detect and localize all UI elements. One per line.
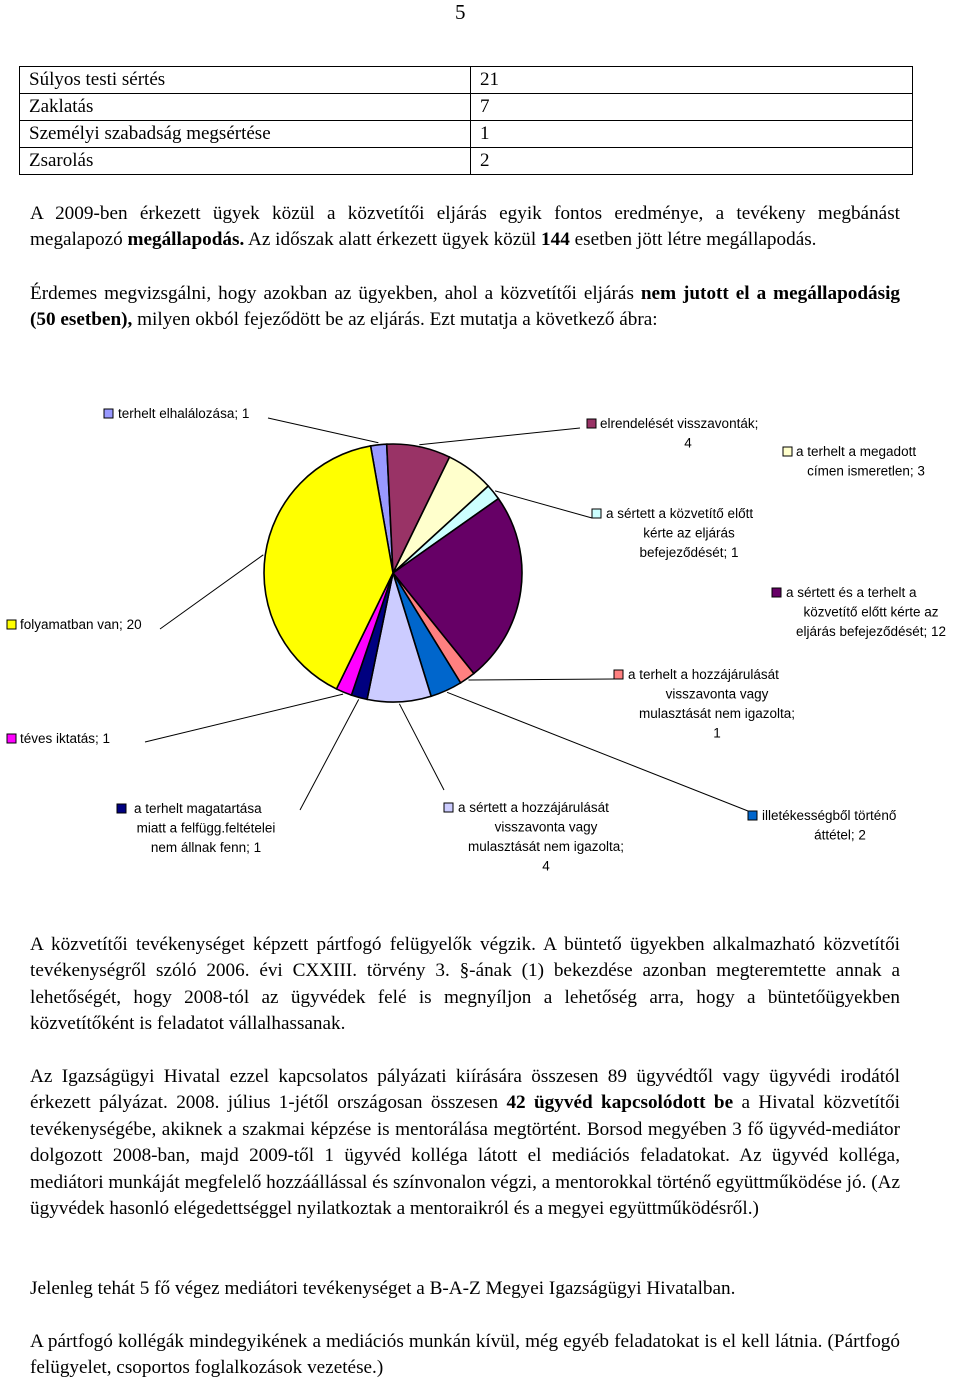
table-row [20,148,913,175]
legend-key [104,409,113,418]
offence-table [19,66,913,175]
legend-key [772,588,781,597]
page-number: 5 [455,0,466,24]
legend-key [7,734,16,743]
leader-line [268,418,378,443]
legend-key [614,670,623,679]
text-run: Az Igazságügyi Hivatal ezzel kapcsolatos pályázati kiírására összesen 89 ügyvédtől vagy ügyvédi irodától érkezett pályázat. 2008. július 1-jétől országosan összesen [30,1066,900,1114]
leader-line [495,491,592,518]
table-cell-value: 2 [471,148,913,175]
table-row [20,67,913,94]
paragraph-other-tasks: A pártfogó kollégák mindegyikének a mediációs munkán kívül, még egyéb feladatokat is el kell látnia. (Pártfogó felügyelet, csoportos foglalkozások vezetése.) [30,1331,900,1379]
bold-text: 42 ügyvéd kapcsolódott be [506,1092,734,1114]
table-cell-value: 1 [471,121,913,148]
leader-line [469,679,615,680]
paragraph-mediators: A közvetítői tevékenységet képzett pártfogó felügyelők végzik. A büntető ügyekben alkalmazható közvetítői tevékenységről szóló 2006. évi CXXIII. törvény 3. §-ának (1) bekezdése azonban megteremtette annak a lehetőségét, hogy 2008-tól az ügyvédek felé is megnyíljon a lehetőség arra, hogy a büntetőügyekben közvetítőként is feladatot vállalhassanak. [30,934,900,1035]
slice-label: terhelt elhalálozása; 1 [118,406,250,421]
table-cell-label: Zsarolás [20,148,471,175]
text-run: a Hivatal közvetítői tevékenységébe, akiknek a szakmai képzése is mentorálása megtörtént. Borsod megyében 3 fő ügyvéd-mediátor dolgozott 2008-ban, majd 2009-től 1 ügyvéd kolléga látott el mediációs feladatokat. Az ügyvéd kolléga, mediátori munkáját megfelelő hozzáállással és színvonalon végzi, a mentorokkal történő együttműködése jó. (Az ügyvédek hasonló elégedettséggel nyilatkoztak a mentoraikról és a megyei együttműködésről.) [30,1092,900,1220]
slice-label: folyamatban van; 20 [20,617,142,632]
table-cell-value: 7 [471,94,913,121]
legend-key [587,419,596,428]
table-row [20,121,913,148]
bold-text: nem jutott el a megállapodásig (50 esetben), [30,283,900,331]
intro-paragraph-2 [30,281,900,334]
leader-line [399,704,444,790]
slice-label: téves iktatás; 1 [20,731,111,746]
table-cell-label: Személyi szabadság megsértése [20,121,471,148]
text-run: Az időszak alatt érkezett ügyek közül [244,229,542,251]
table-row [20,94,913,121]
leader-line [160,555,263,629]
pie-slices [264,444,522,702]
slice-label: a terhelt magatartása miatt a felfügg.feltételei nem állnak fenn; 1 [134,801,276,855]
legend-key [592,509,601,518]
slice-label: illetékességből történő áttétel; 2 [762,808,897,843]
legend-key [117,804,126,813]
intro-paragraph-1 [30,201,900,254]
text-run: milyen okból fejeződött be az eljárás. Ezt mutatja a következő ábra: [132,309,658,331]
table-cell-label: Zaklatás [20,94,471,121]
bold-text: megállapodás. [127,229,245,251]
text-run: Érdemes megvizsgálni, hogy azokban az ügyekben, ahol a közvetítői eljárás [30,283,641,304]
legend-key [444,803,453,812]
slice-label: a terhelt a megadott címen ismeretlen; 3 [796,444,925,479]
leader-line [419,428,580,445]
table-cell-label: Súlyos testi sértés [20,67,471,94]
legend-key [783,447,792,456]
text-run: esetben jött létre megállapodás. [569,229,817,251]
leader-line [145,694,343,742]
paragraph-lawyers [30,1064,900,1222]
slice-label: elrendelését visszavonták; 4 [600,416,759,451]
slice-label: a sértett a hozzájárulását visszavonta vagy mulasztását nem igazolta; 4 [458,800,625,874]
bold-text: 144 [541,229,570,251]
slice-label: a sértett és a terhelt a közvetítő előtt kérte az eljárás befejeződését; 12 [786,585,947,639]
legend-key [748,811,757,820]
table-cell-value: 21 [471,67,913,94]
slice-label: a terhelt a hozzájárulását visszavonta vagy mulasztását nem igazolta; 1 [628,667,796,741]
text-run: A 2009-ben érkezett ügyek közül a közvetítői eljárás egyik fontos eredménye, a tevékeny megbánást megalapozó [30,203,900,251]
leader-line [300,699,359,810]
legend-key [7,620,16,629]
slice-label: a sértett a közvetítő előtt kérte az eljárás befejeződését; 1 [606,506,754,560]
pie-chart [0,390,960,880]
paragraph-current-staff: Jelenleg tehát 5 fő végez mediátori tevékenységet a B-A-Z Megyei Igazságügyi Hivatalban. [30,1278,736,1299]
